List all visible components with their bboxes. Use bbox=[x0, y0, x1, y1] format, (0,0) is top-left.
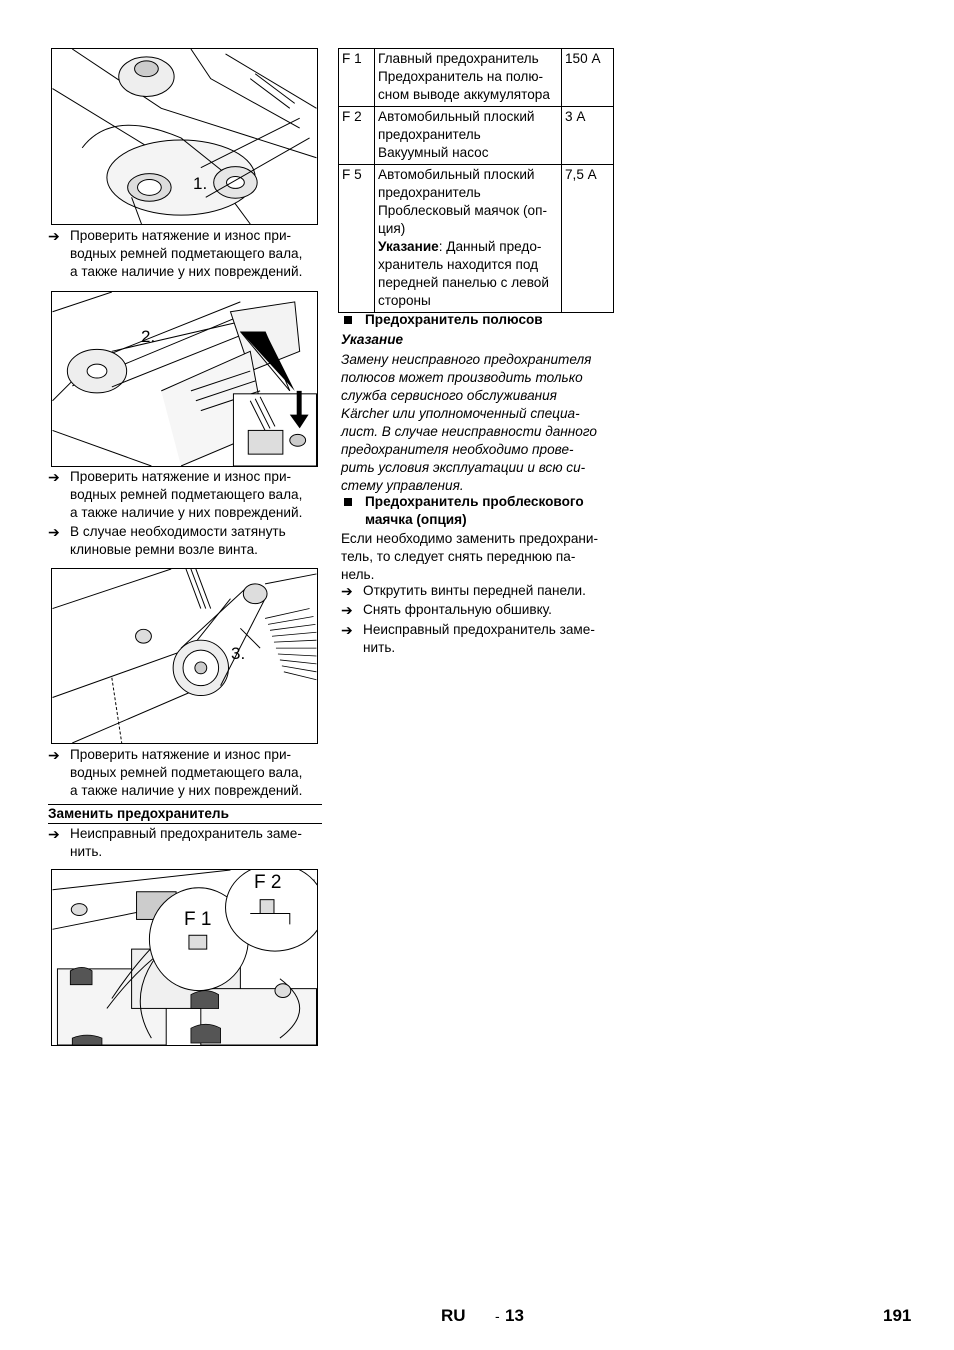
section-beacon-fuse bbox=[341, 493, 616, 529]
figure-belt-1 bbox=[51, 48, 318, 225]
fuse-desc-cell bbox=[375, 107, 562, 165]
fuse-table bbox=[338, 48, 614, 313]
arrow-right-icon: ➔ bbox=[341, 602, 353, 618]
desc-line: Вакуумный насос bbox=[378, 145, 489, 160]
desc-line: предохранитель bbox=[378, 185, 481, 200]
desc-line: хранитель находится под bbox=[378, 257, 539, 272]
step-text-line: нить. bbox=[363, 640, 396, 655]
note-line: Kärcher или уполномоченный специа- bbox=[341, 406, 580, 421]
desc-line: сном выводе аккумулятора bbox=[378, 87, 550, 102]
figure-fuses bbox=[51, 869, 318, 1046]
footer-language: RU bbox=[441, 1306, 466, 1325]
fuse-id-cell: F 5 bbox=[339, 165, 375, 313]
fuse-value-cell: 3 А bbox=[562, 107, 614, 165]
step-text-line: а также наличие у них повреждений. bbox=[70, 783, 303, 798]
step-remove-cover bbox=[341, 601, 621, 619]
arrow-right-icon: ➔ bbox=[48, 228, 60, 244]
step-replace-fuse bbox=[48, 825, 323, 861]
note-line: служба сервисного обслуживания bbox=[341, 388, 557, 403]
step-text-line: водных ремней подметающего вала, bbox=[70, 487, 303, 502]
note-line: стему управления. bbox=[341, 478, 464, 493]
section-title-line: Предохранитель проблескового bbox=[365, 494, 584, 509]
arrow-right-icon: ➔ bbox=[48, 747, 60, 763]
fuse-desc-cell bbox=[375, 165, 562, 313]
step-text-line: Открутить винты передней панели. bbox=[363, 583, 586, 598]
beacon-paragraph bbox=[341, 530, 621, 584]
step-text-line: водных ремней подметающего вала, bbox=[70, 246, 303, 261]
figure-belt-3 bbox=[51, 568, 318, 744]
desc-line: ция) bbox=[378, 221, 406, 236]
footer-section-page: 13 bbox=[505, 1306, 524, 1325]
table-row bbox=[339, 165, 614, 313]
desc-line bbox=[378, 238, 558, 256]
arrow-right-icon: ➔ bbox=[48, 524, 60, 540]
table-row bbox=[339, 107, 614, 165]
step-text-line: нить. bbox=[70, 844, 103, 859]
step-check-belts-1 bbox=[48, 227, 323, 281]
arrow-right-icon: ➔ bbox=[341, 622, 353, 638]
desc-line: предохранитель bbox=[378, 127, 481, 142]
desc-line: Проблесковый маячок (оп- bbox=[378, 203, 547, 218]
section-pole-fuse bbox=[341, 311, 616, 329]
step-text-line: Проверить натяжение и износ при- bbox=[70, 469, 292, 484]
section-title: Предохранитель полюсов bbox=[365, 312, 543, 327]
step-text-line: Проверить натяжение и износ при- bbox=[70, 747, 292, 762]
section-heading-replace-fuse: Заменить предохранитель bbox=[48, 806, 229, 821]
step-text-line: Проверить натяжение и износ при- bbox=[70, 228, 292, 243]
step-unscrew-panel bbox=[341, 582, 621, 600]
note-heading: Указание bbox=[341, 332, 404, 347]
table-row bbox=[339, 49, 614, 107]
belt-drive-illustration-2 bbox=[52, 292, 317, 466]
step-replace-beacon-fuse bbox=[341, 621, 621, 657]
note-line: лист. В случае неисправности данного bbox=[341, 424, 597, 439]
note-line: Замену неисправного предохранителя bbox=[341, 352, 592, 367]
footer-separator: - bbox=[495, 1308, 500, 1324]
fuse-value-cell: 150 А bbox=[562, 49, 614, 107]
desc-line: стороны bbox=[378, 293, 431, 308]
note-line: предохранителя необходимо прове- bbox=[341, 442, 574, 457]
section-rule-bottom bbox=[48, 823, 322, 824]
note-text: : Данный предо- bbox=[438, 239, 542, 254]
desc-line: Главный предохранитель bbox=[378, 51, 539, 66]
footer-page-number: 191 bbox=[883, 1306, 912, 1325]
desc-line: Автомобильный плоский bbox=[378, 167, 535, 182]
desc-line: передней панелью с левой bbox=[378, 275, 549, 290]
step-text-line: водных ремней подметающего вала, bbox=[70, 765, 303, 780]
figure-belt-2 bbox=[51, 291, 318, 467]
step-text-line: а также наличие у них повреждений. bbox=[70, 264, 303, 279]
desc-line: Предохранитель на полю- bbox=[378, 69, 544, 84]
fuse-callout-f1: F 1 bbox=[184, 909, 212, 930]
belt-drive-illustration-3 bbox=[52, 569, 317, 743]
section-title-line: маячка (опция) bbox=[365, 512, 467, 527]
step-text-line: Неисправный предохранитель заме- bbox=[363, 622, 595, 637]
fuse-id-cell: F 1 bbox=[339, 49, 375, 107]
step-tighten-belts bbox=[48, 523, 323, 559]
belt-drive-illustration-1 bbox=[52, 49, 317, 224]
para-line: тель, то следует снять переднюю па- bbox=[341, 549, 576, 564]
fuse-id-cell: F 2 bbox=[339, 107, 375, 165]
figure-callout-3: 3. bbox=[231, 644, 246, 663]
note-line: рить условия эксплуатации и всю си- bbox=[341, 460, 586, 475]
step-text-line: В случае необходимости затянуть bbox=[70, 524, 286, 539]
step-text-line: клиновые ремни возле винта. bbox=[70, 542, 258, 557]
fuse-callout-f2: F 2 bbox=[254, 872, 282, 893]
step-text-line: а также наличие у них повреждений. bbox=[70, 505, 303, 520]
note-label: Указание bbox=[378, 239, 439, 254]
fuse-value-cell: 7,5 А bbox=[562, 165, 614, 313]
fuse-desc-cell bbox=[375, 49, 562, 107]
arrow-right-icon: ➔ bbox=[48, 469, 60, 485]
step-text-line: Неисправный предохранитель заме- bbox=[70, 826, 302, 841]
para-line: Если необходимо заменить предохрани- bbox=[341, 531, 599, 546]
desc-line: Автомобильный плоский bbox=[378, 109, 535, 124]
note-line: полюсов может производить только bbox=[341, 370, 583, 385]
arrow-right-icon: ➔ bbox=[341, 583, 353, 599]
fuse-location-illustration bbox=[52, 870, 317, 1045]
para-line: нель. bbox=[341, 567, 375, 582]
figure-callout-1: 1. bbox=[193, 174, 208, 193]
arrow-right-icon: ➔ bbox=[48, 826, 60, 842]
step-check-belts-3 bbox=[48, 746, 323, 800]
step-text-line: Снять фронтальную обшивку. bbox=[363, 602, 552, 617]
figure-callout-2: 2. bbox=[141, 327, 156, 346]
step-check-belts-2 bbox=[48, 468, 323, 522]
note-paragraph bbox=[341, 351, 621, 495]
